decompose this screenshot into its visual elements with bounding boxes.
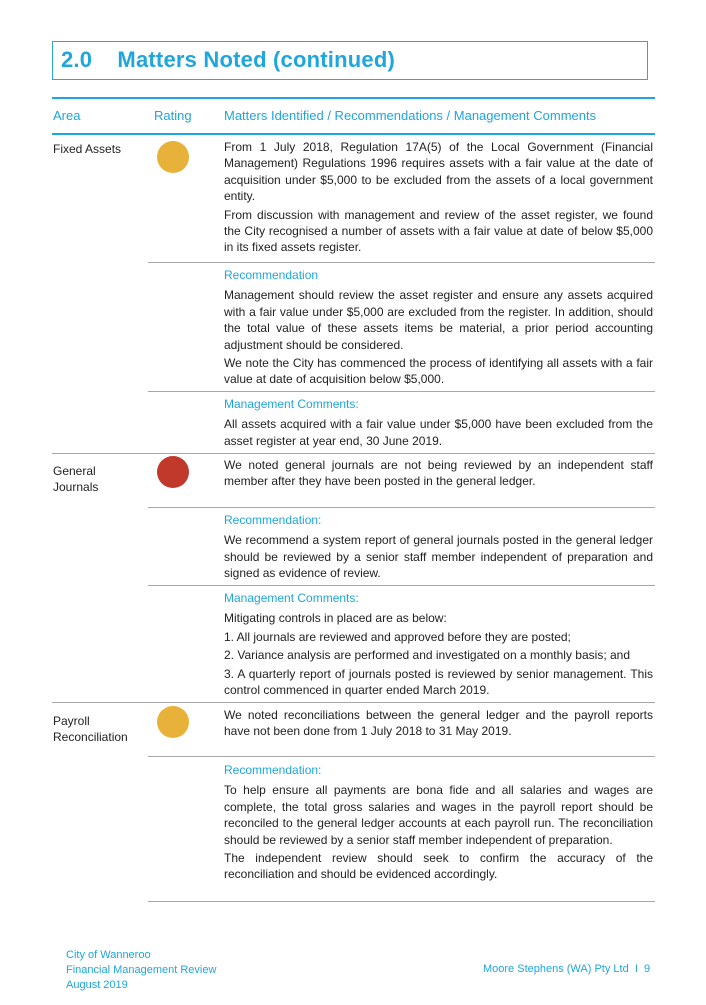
finding-para: We noted reconciliations between the general ledger and the payroll reports have not been done from 1 July 2018 to 31 May 2019. [224,708,653,739]
recommendation-para: To help ensure all payments are bona fide and all salaries and wages are complete, the total gross salaries and wages in the payroll report should be reconciled to the general ledger accounts at each payroll run. The reconciliation should be reviewed by a senior staff member independent of preparation. [224,783,653,847]
divider [148,901,655,902]
footer-left [66,948,216,993]
section-divider [52,702,655,703]
recommendation-para: We note the City has commenced the process of identifying all assets with a fair value at date of acquisition below $5,000. [224,356,653,387]
finding-para: From discussion with management and review of the asset register, we found the City recognised a number of assets with a fair value at date of below $5,000 in its fixed assets register. [224,207,653,255]
recommendation-general-journals [224,512,653,584]
rating-amber-dot [157,706,189,738]
footer-report: Financial Management Review [66,964,217,976]
area-fixed-assets: Fixed Assets [53,142,122,156]
recommendation-para: We recommend a system report of general journals posted in the general ledger should be reviewed by a senior staff member independent of preparation and signed as evidence of review. [224,533,653,581]
recommendation-payroll-reconciliation [224,762,653,885]
divider [148,262,655,263]
divider [148,585,655,586]
divider [148,507,655,508]
comments-fixed-assets [224,396,653,451]
comments-para: All assets acquired with a fair value under $5,000 have been excluded from the asset register at year end, 30 June 2019. [224,417,653,448]
divider [148,756,655,757]
comments-heading: Management Comments: [224,397,359,411]
comments-para: 2. Variance analysis are performed and investigated on a monthly basis; and [224,648,631,663]
comments-para: 1. All journals are reviewed and approved before they are posted; [224,629,571,644]
rating-red-dot [157,456,189,488]
page-title: 2.0 Matters Noted (continued) [61,47,395,72]
finding-para: From 1 July 2018, Regulation 17A(5) of the Local Government (Financial Management) Regulations 1996 requires assets with a fair value at the date of acquisition under $5,000 to be excluded from the assets of a local government entity. [224,140,653,204]
comments-general-journals [224,590,653,700]
comments-para: Mitigating controls in placed are as below: [224,611,447,626]
rating-amber-dot [157,141,189,173]
recommendation-para: Management should review the asset register and ensure any assets acquired with a fair value under $5,000 are excluded from the register. In addition, should the total value of these assets items be material, a prior period accounting adjustment should be considered. [224,288,653,352]
section-divider [52,453,655,454]
recommendation-heading: Recommendation: [224,513,322,527]
header-rating: Rating [154,108,192,123]
divider [148,391,655,392]
header-area: Area [53,108,81,123]
finding-general-journals [224,457,653,492]
finding-payroll-reconciliation [224,707,653,742]
area-general-journals: General Journals [53,464,99,494]
recommendation-heading: Recommendation: [224,763,322,777]
title-box [52,41,648,80]
area-payroll-reconciliation: Payroll Reconciliation [53,714,128,744]
recommendation-fixed-assets [224,267,653,390]
comments-para: 3. A quarterly report of journals posted is reviewed by senior management. This control commenced in quarter ended March 2019. [224,666,653,698]
finding-para: We noted general journals are not being reviewed by an independent staff member after they have been posted in the general ledger. [224,458,653,489]
table-header [52,97,655,135]
recommendation-para: The independent review should seek to confirm the accuracy of the reconciliation and should be evidenced accordingly. [224,851,653,882]
recommendation-heading: Recommendation [224,268,319,282]
finding-fixed-assets [224,139,653,258]
footer-date: August 2019 [66,979,128,991]
footer-org: City of Wanneroo [66,949,151,961]
comments-heading: Management Comments: [224,591,359,605]
header-matters: Matters Identified / Recommendations / Management Comments [224,108,597,123]
footer-firm-page: Moore Stephens (WA) Pty Ltd I 9 [483,963,651,975]
